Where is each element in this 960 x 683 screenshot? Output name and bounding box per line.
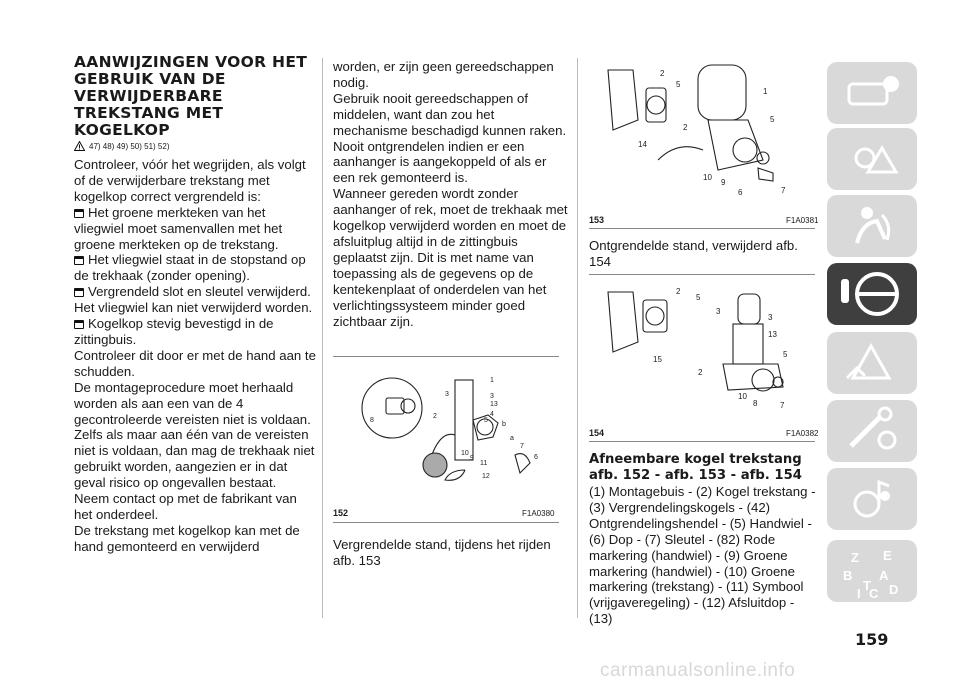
paragraph: worden, er zijn geen gereedschappen nodig. <box>333 59 554 90</box>
paragraph: De trekstang met kogelkop kan met de hand gemonteerd en verwijderd <box>74 522 300 554</box>
svg-text:C: C <box>869 586 879 601</box>
callout-label: 8 <box>370 417 374 424</box>
figure-code: F1A0382 <box>786 429 819 438</box>
figure-code: F1A0380 <box>522 509 555 518</box>
callout-label: 11 <box>480 460 488 467</box>
figure-code: F1A0381 <box>786 216 819 225</box>
figure-bottom-rule <box>589 228 815 229</box>
chapter-tab[interactable] <box>827 332 917 394</box>
callout-label: 1 <box>490 377 494 384</box>
callout-label: 15 <box>653 355 662 364</box>
paragraph: Gebruik nooit gereedschappen of middelen, want dan zou het mechanisme beschadigd kunnen raken. <box>333 90 567 138</box>
bullet-item: Het groene merkteken van het vliegwiel moet samenvallen met het groene merkteken op de trekstang. <box>74 204 283 252</box>
callout-label: 10 <box>703 173 712 182</box>
warning-references <box>74 141 170 151</box>
callout-label: 5 <box>783 350 788 359</box>
paragraph: Neem contact op met de fabrikant van het onderdeel. <box>74 491 297 522</box>
callout-label: 2 <box>683 123 688 132</box>
subheading: Afneembare kogel trekstang afb. 152 - afb. 153 - afb. 154 <box>589 452 802 483</box>
column-divider <box>577 58 578 618</box>
callout-label: 2 <box>676 287 681 296</box>
callout-label: 12 <box>482 473 490 480</box>
callout-label: 9 <box>721 178 726 187</box>
figure-153-caption: Ontgrendelde stand, verwijderd afb. 154 <box>589 238 798 269</box>
callout-label: 5 <box>770 115 775 124</box>
svg-text:I: I <box>857 586 861 601</box>
bullet-item: Kogelkop stevig bevestigd in de zittingbuis. <box>74 316 274 347</box>
paragraph: Controleer dit door er met de hand aan te schudden. <box>74 347 316 379</box>
figure-number: 152 <box>333 508 349 518</box>
figure-top-rule <box>333 356 559 357</box>
callout-label: 6 <box>534 454 538 461</box>
svg-text:T: T <box>863 578 871 593</box>
callout-label: a <box>510 435 514 442</box>
watermark-text: carmanualsonline.info <box>600 660 796 681</box>
callout-label: 9 <box>470 455 474 462</box>
figure-number: 153 <box>589 215 605 225</box>
chapter-tab[interactable] <box>827 195 917 257</box>
dashboard-icon <box>827 62 917 124</box>
callout-label: 7 <box>520 443 524 450</box>
paragraph: Wanneer gereden wordt zonder aanhanger of rek, moet de trekhaak met kogelkop verwijderd worden en moet de afsluitplug altijd in de zittingbuis geplaatst zijn. Dit is met name van toepassing als de gegevens op de kentekenplaat of onderdelen van het verlichtingssysteem minder goed zichtbaar zijn. <box>333 186 568 329</box>
svg-text:E: E <box>883 548 892 563</box>
figure-154-illustration <box>598 282 813 422</box>
bullet-icon <box>74 256 84 265</box>
callout-label: 6 <box>738 188 743 197</box>
callout-label: 5 <box>484 417 488 424</box>
legend-text: (1) Montagebuis - (2) Kogel trekstang - (3) Vergrendelingskogels - (42) Ontgrendelingshendel - (5) Handwiel - (6) Dop - (7) Sleutel - (82) Rode markering (handwiel) - (9) Groene markering (handwiel) - (10) Groene markering (trekstang) - (11) Symbool (vrijgaveregeling) - (12) Afsluitdop - (13) <box>589 484 816 627</box>
callout-label: 7 <box>781 186 786 195</box>
callout-label: 5 <box>676 80 681 89</box>
maintenance-tools-icon <box>827 400 917 462</box>
figure-bottom-rule <box>589 441 815 442</box>
callout-label: 14 <box>638 140 647 149</box>
column-2 <box>333 59 569 329</box>
warning-triangle-icon <box>74 141 85 151</box>
chapter-tab[interactable] <box>827 540 917 602</box>
svg-text:Z: Z <box>851 550 859 565</box>
safety-airbag-icon <box>827 195 917 257</box>
callout-label: 2 <box>433 413 437 420</box>
callout-label: 13 <box>768 330 777 339</box>
legend-block <box>589 452 819 627</box>
column-1 <box>74 157 316 555</box>
callout-label: 5 <box>696 293 701 302</box>
warning-refs-text: 47) 48) 49) 50) 51) 52) <box>89 141 170 151</box>
callout-label: 3 <box>490 393 494 400</box>
figure-top-rule <box>589 274 815 275</box>
column-divider <box>322 58 323 618</box>
chapter-tab[interactable] <box>827 263 917 325</box>
paragraph: Nooit ontgrendelen indien er een aanhanger is aangekoppeld of als er een rek gemonteerd is. <box>333 138 547 186</box>
figure-152-caption: Vergrendelde stand, tijdens het rijden afb. 153 <box>333 537 551 568</box>
svg-text:B: B <box>843 568 853 583</box>
callout-label: b <box>502 421 506 428</box>
steering-wheel-key-icon <box>827 263 917 325</box>
warning-lights-icon <box>827 128 917 190</box>
svg-text:D: D <box>889 582 899 597</box>
bullet-icon <box>74 288 84 297</box>
callout-label: 10 <box>461 450 469 457</box>
callout-label: 10 <box>738 392 747 401</box>
chapter-tab[interactable] <box>827 62 917 124</box>
figure-number: 154 <box>589 428 605 438</box>
callout-label: 1 <box>763 87 768 96</box>
bullet-item: Vergrendeld slot en sleutel verwijderd. Het vliegwiel kan niet verwijderd worden. <box>74 284 313 316</box>
index-letters-icon <box>827 540 917 602</box>
callout-label: 2 <box>698 368 703 377</box>
callout-label: 13 <box>490 401 498 408</box>
paragraph: De montageprocedure moet herhaald worden als aan een van de 4 gecontroleerde vereisten niet is voldaan. <box>74 379 311 427</box>
callout-label: 4 <box>490 411 494 418</box>
bullet-icon <box>74 209 84 218</box>
figure-153-illustration <box>598 60 813 208</box>
figure-bottom-rule <box>333 522 559 523</box>
paragraph: Zelfs als maar aan één van de vereisten niet is voldaan, dan mag de trekhaak niet gebruikt worden, aangezien er in dat geval risico op ongevallen bestaat. <box>74 427 315 491</box>
callout-label: 3 <box>445 391 449 398</box>
callout-label: 3 <box>768 313 773 322</box>
paragraph: Controleer, vóór het wegrijden, als volgt of de verwijderbare trekstang met kogelkop correct vergrendeld is: <box>74 157 306 204</box>
figure-152-illustration <box>350 360 555 500</box>
bullet-item: Het vliegwiel staat in de stopstand op de trekhaak (zonder opening). <box>74 252 306 284</box>
music-multimedia-icon <box>827 468 917 530</box>
emergency-road-icon <box>827 332 917 394</box>
page-number: 159 <box>855 630 889 649</box>
bullet-icon <box>74 320 84 329</box>
callout-label: 2 <box>660 69 665 78</box>
chapter-tab[interactable] <box>827 468 917 530</box>
chapter-tab[interactable] <box>827 128 917 190</box>
callout-label: 8 <box>753 399 758 408</box>
chapter-tab[interactable] <box>827 400 917 462</box>
callout-label: 3 <box>716 307 721 316</box>
svg-text:A: A <box>879 568 889 583</box>
section-heading: AANWIJZINGEN VOOR HET GEBRUIK VAN DE VERWIJDERBARE TREKSTANG MET KOGELKOP <box>74 53 308 139</box>
callout-label: 7 <box>780 401 785 410</box>
